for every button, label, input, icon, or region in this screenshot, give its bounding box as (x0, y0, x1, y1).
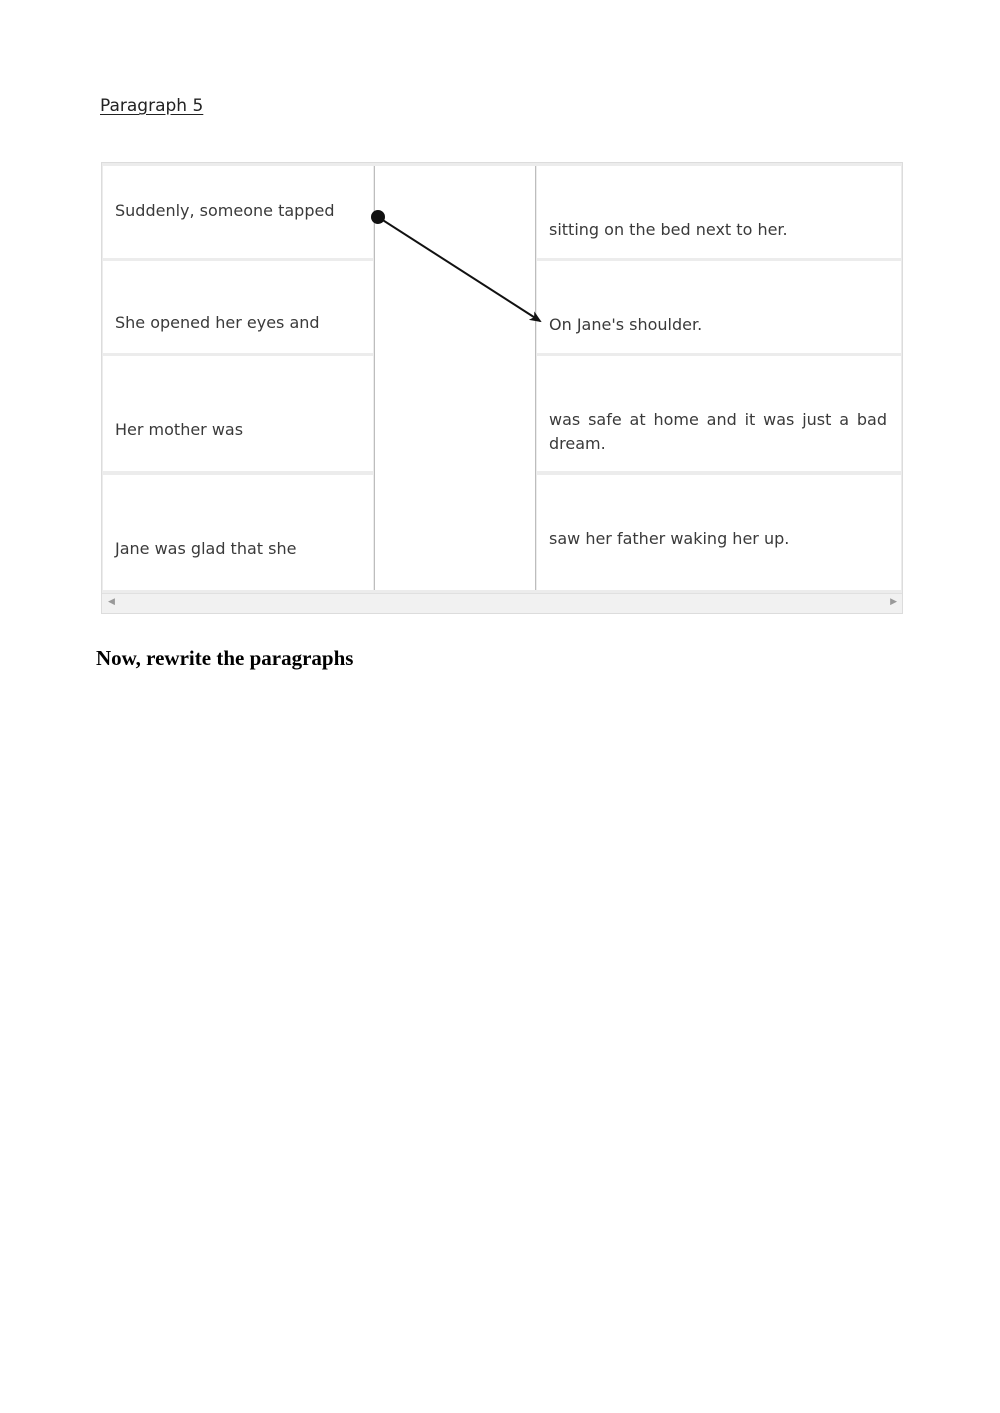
right-item-label: was safe at home and it was just a bad dream. (549, 410, 887, 453)
horizontal-scrollbar[interactable] (102, 593, 902, 613)
left-item-label: Suddenly, someone tapped (115, 201, 335, 220)
left-item-label: Her mother was (115, 420, 244, 439)
right-item-label: saw her father waking her up. (549, 529, 790, 548)
right-item-label: On Jane's shoulder. (549, 315, 703, 334)
scroll-right-icon[interactable]: ▶ (890, 597, 897, 607)
scroll-left-icon[interactable]: ◀ (108, 597, 115, 607)
left-item-label: She opened her eyes and (115, 313, 320, 332)
instruction-text: Now, rewrite the paragraphs (96, 646, 354, 670)
left-item-label: Jane was glad that she (115, 539, 297, 558)
paragraph-heading: Paragraph 5 (100, 96, 204, 116)
right-item-label: sitting on the bed next to her. (549, 220, 788, 239)
connector-line (378, 217, 540, 321)
